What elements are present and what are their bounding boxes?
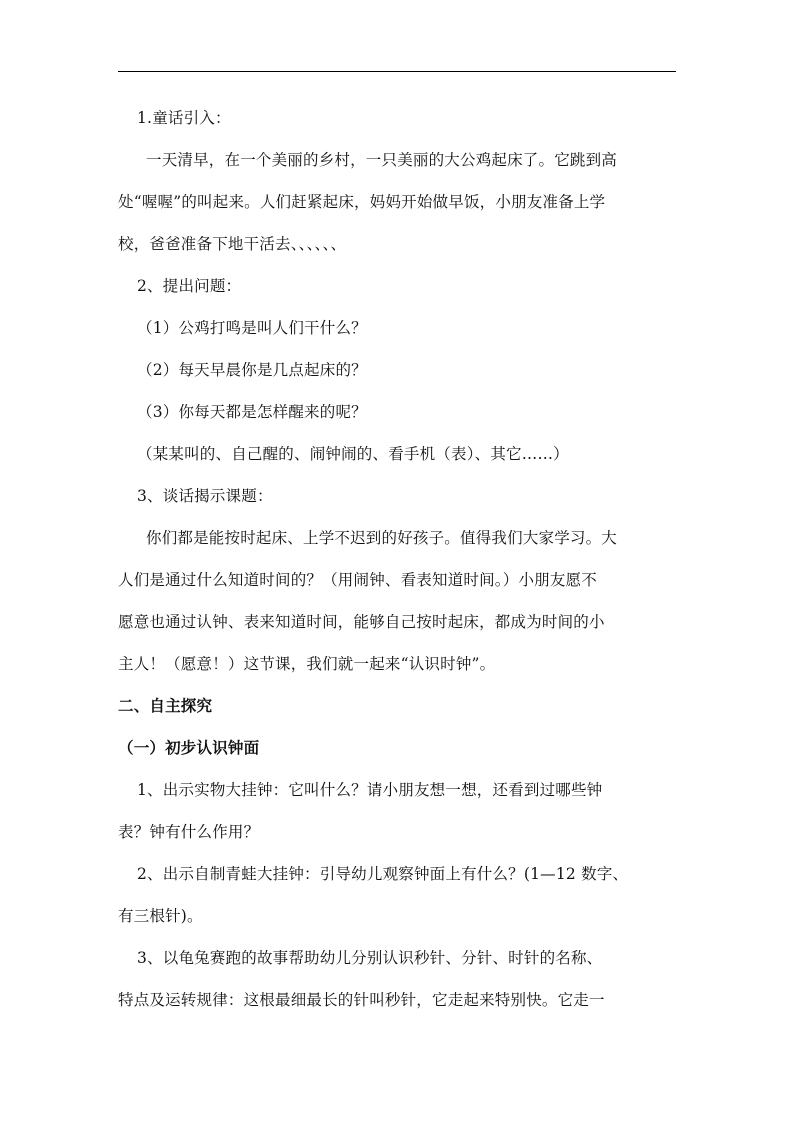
text-line-17: 1、出示实物大挂钟：它叫什么？请小朋友想一想，还看到过哪些钟 [137,781,603,799]
text-line-12: 人们是通过什么知道时间的？（用闹钟、看表知道时间。）小朋友愿不 [118,571,597,589]
subsection-heading-1: （一）初步认识钟面 [118,738,260,757]
text-line-19: 2、出示自制青蛙大挂钟：引导幼儿观察钟面上有什么？(1—12 数字、 [137,865,629,883]
text-line-11: 你们都是能按时起床、上学不迟到的好孩子。值得我们大家学习。大 [146,529,618,547]
text-line-4: 校，爸爸准备下地干活去、、、、、、 [118,235,347,253]
text-line-1: 1.童话引入： [137,109,231,127]
text-line-9: （某某叫的、自己醒的、闹钟闹的、看手机（表）、其它……） [137,445,569,463]
text-line-22: 特点及运转规律：这根最细最长的针叫秒针，它走起来特别快。它走一 [118,991,605,1009]
text-line-13: 愿意也通过认钟、表来知道时间，能够自己按时起床，都成为时间的小 [118,613,605,631]
text-line-3: 处“喔喔”的叫起来。人们赶紧起床，妈妈开始做早饭，小朋友准备上学 [118,193,606,211]
text-line-5: 2、提出问题： [137,277,242,295]
text-line-20: 有三根针)。 [118,907,203,925]
text-line-8: （3）你每天都是怎样醒来的呢？ [137,403,367,421]
text-line-10: 3、谈话揭示课题： [137,487,273,505]
text-line-14: 主人！（愿意！）这节课，我们就一起来“认识时钟”。 [118,655,496,673]
header-rule [118,71,676,72]
text-line-2: 一天清早，在一个美丽的乡村，一只美丽的大公鸡起床了。它跳到高 [146,151,618,169]
text-line-7: （2）每天早晨你是几点起床的？ [137,361,367,379]
text-line-18: 表？钟有什么作用？ [118,823,260,841]
section-heading-2: 二、自主探究 [118,696,213,715]
text-line-21: 3、以龟兔赛跑的故事帮助幼儿分别认识秒针、分针、时针的名称、 [137,949,603,967]
text-line-6: （1）公鸡打鸣是叫人们干什么？ [137,319,367,337]
